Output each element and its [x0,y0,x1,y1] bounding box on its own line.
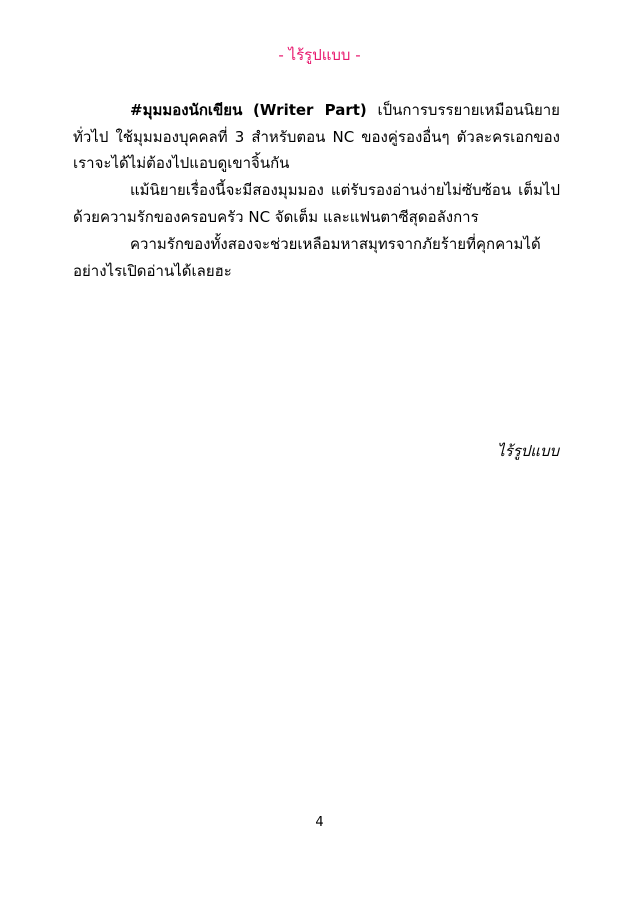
document-body [73,97,560,285]
page-number: 4 [315,815,324,830]
paragraph-story-hook [73,231,560,284]
paragraph-2-text: แม้นิยายเรื่องนี้จะมีสองมุมมอง แต่รับรองอ่านง่ายไม่ซับซ้อน เต็มไปด้วยความรักของครอบครัว NC จัดเต็ม และแฟนตาซีสุดอลังการ [73,181,560,227]
writer-part-label: (Writer Part) [253,101,367,119]
author-signature: ไร้รูปแบบ [497,442,559,460]
paragraph-writer-part [73,97,560,177]
paragraph-3-text: ความรักของทั้งสองจะช่วยเหลือมหาสมุทรจากภัยร้ายที่คุกคามได้อย่างไรเปิดอ่านได้เลยฮะ [73,235,541,280]
paragraph-1-text: เป็นการบรรยายเหมือนนิยายทั่วไป ใช้มุมมองบุคคลที่ 3 สำหรับตอน NC ของคู่รองอื่นๆ ตัวละครเอกของเราจะได้ไม่ต้องไปแอบดูเขาจิ้นกัน [73,101,560,173]
hashtag-writer-perspective: #มุมมองนักเขียน [130,101,243,119]
page-header-title: - ไร้รูปแบบ - [278,46,361,64]
paragraph-story-summary [73,177,560,230]
